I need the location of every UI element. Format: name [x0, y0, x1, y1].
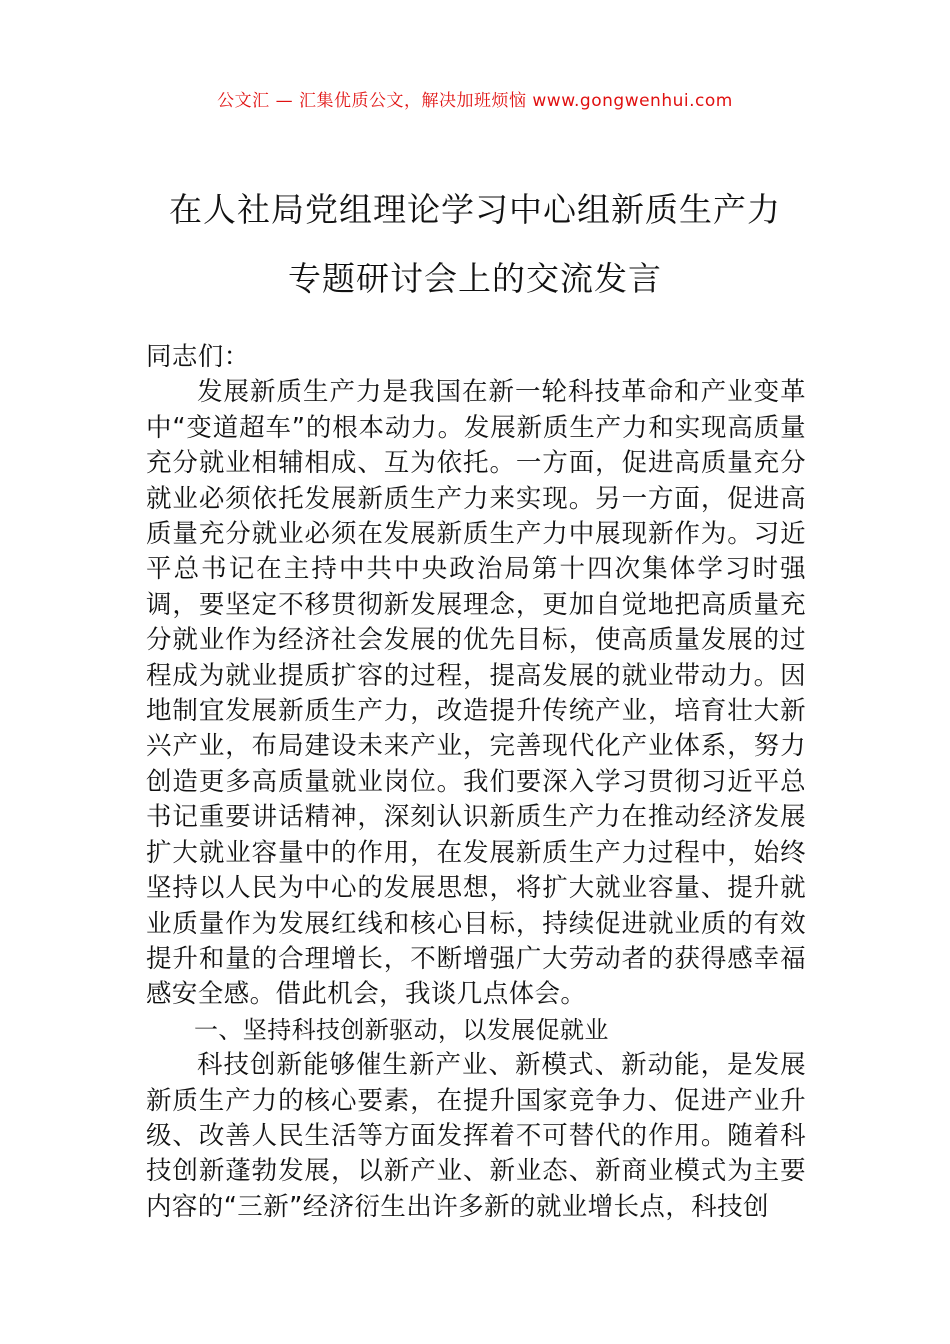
section-heading: 一、坚持科技创新驱动，以发展促就业	[194, 1015, 609, 1044]
document-title-line-2: 专题研讨会上的交流发言	[288, 259, 662, 298]
header-watermark[interactable]: 公文汇 — 汇集优质公文，解决加班烦恼 www.gongwenhui.com	[217, 91, 733, 111]
document-title-line-1: 在人社局党组理论学习中心组新质生产力	[169, 190, 781, 229]
paragraph: 科技创新能够催生新产业、新模式、新动能，是发展新质生产力的核心要素，在提升国家竞争力、促进产业升级、改善人民生活等方面发挥着不可替代的作用。随着科技创新蓬勃发展，以新产业、新业态、新商业模式为主要内容的“三新”经济衍生出许多新的就业增长点，科技创	[146, 1050, 806, 1222]
salutation: 同志们：	[146, 342, 250, 372]
document-body	[146, 340, 806, 1225]
paragraph: 发展新质生产力是我国在新一轮科技革命和产业变革中“变道超车”的根本动力。发展新质生产力和实现高质量充分就业相辅相成、互为依托。一方面，促进高质量充分就业必须依托发展新质生产力来实现。另一方面，促进高质量充分就业必须在发展新质生产力中展现新作为。习近平总书记在主持中共中央政治局第十四次集体学习时强调，要坚定不移贯彻新发展理念，更加自觉地把高质量充分就业作为经济社会发展的优先目标，使高质量发展的过程成为就业提质扩容的过程，提高发展的就业带动力。因地制宜发展新质生产力，改造提升传统产业，培育壮大新兴产业，布局建设未来产业，完善现代化产业体系，努力创造更多高质量就业岗位。我们要深入学习贯彻习近平总书记重要讲话精神，深刻认识新质生产力在推动经济发展扩大就业容量中的作用，在发展新质生产力过程中，始终坚持以人民为中心的发展思想，将扩大就业容量、提升就业质量作为发展红线和核心目标，持续促进就业质的有效提升和量的合理增长，不断增强广大劳动者的获得感幸福感安全感。借此机会，我谈几点体会。	[146, 377, 806, 1010]
